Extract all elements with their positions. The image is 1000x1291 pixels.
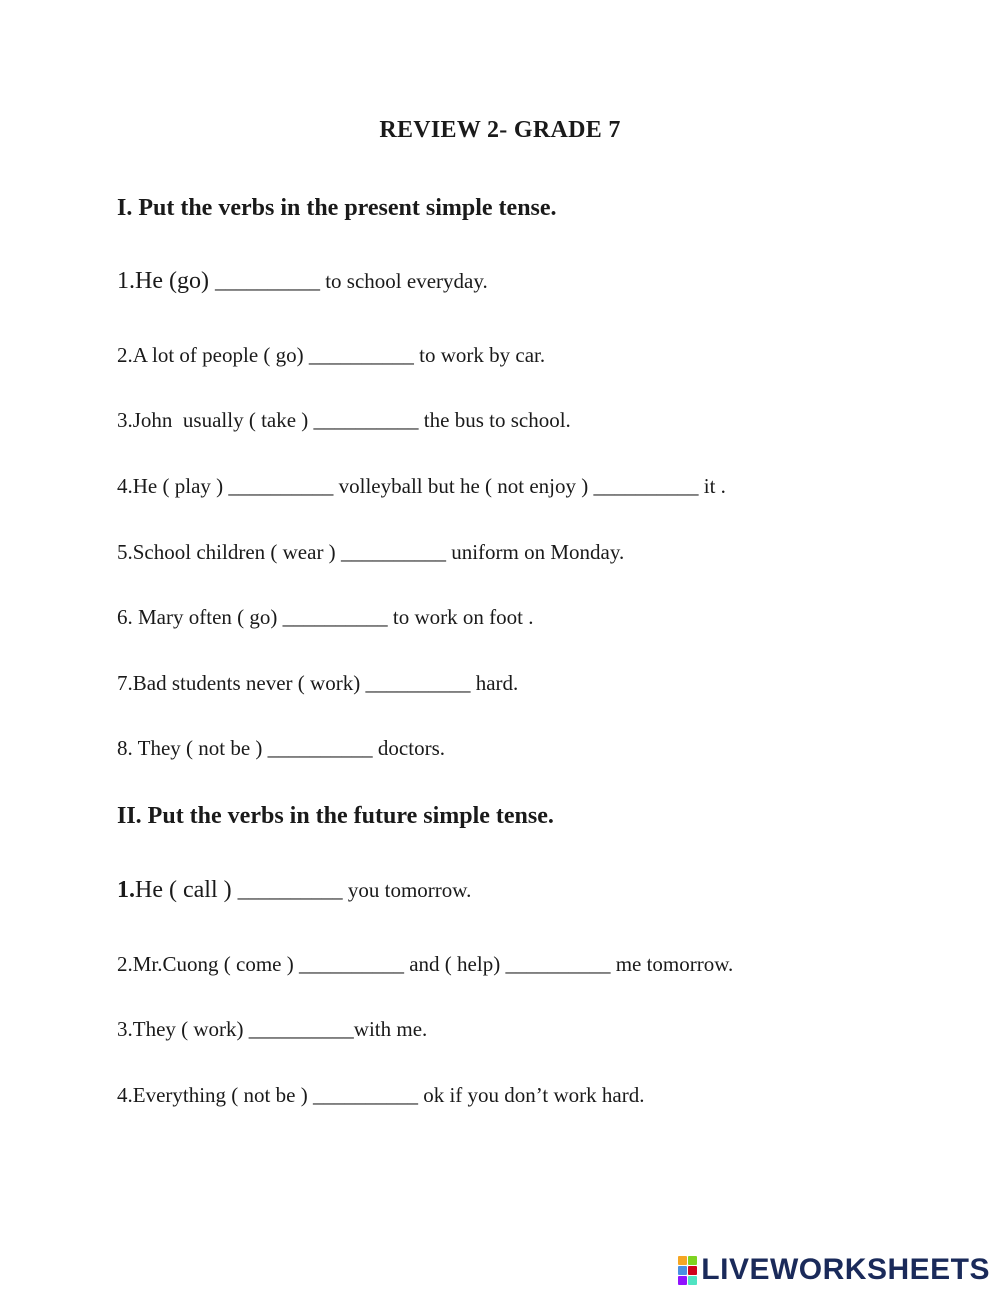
- section-1-heading: I. Put the verbs in the present simple tense.: [117, 195, 557, 221]
- logo-block: [678, 1276, 687, 1285]
- exercise-lead: 8. They ( not be ): [117, 736, 268, 760]
- exercise-text: __________ volleyball but he ( not enjoy ) __________ it .: [228, 474, 726, 498]
- logo-block: [688, 1256, 697, 1265]
- logo-text: LIVEWORKSHEETS: [701, 1253, 990, 1286]
- exercise-text: __________ and ( help) __________ me tomorrow.: [298, 952, 734, 976]
- exercise-text: __________ to school everyday.: [214, 269, 488, 293]
- exercise-2-3: [117, 1017, 427, 1042]
- exercise-lead: 3.They ( work): [117, 1017, 249, 1041]
- exercise-1-6: [117, 605, 533, 630]
- exercise-lead: He ( call ): [135, 877, 238, 903]
- exercise-1-5: [117, 540, 624, 565]
- logo-block: [688, 1266, 697, 1275]
- exercise-text: __________ doctors.: [267, 736, 445, 760]
- exercise-1-1: [117, 268, 488, 295]
- exercise-1-7: [117, 671, 518, 696]
- exercise-text: __________ to work on foot .: [282, 605, 534, 629]
- logo-blocks-icon: [678, 1256, 697, 1285]
- exercise-lead: 4.Everything ( not be ): [117, 1083, 313, 1107]
- exercise-2-4: [117, 1083, 644, 1108]
- exercise-number: 1.: [117, 877, 135, 903]
- exercise-lead: 6. Mary often ( go): [117, 605, 283, 629]
- exercise-lead: 1.He (go): [117, 268, 215, 294]
- section-2-heading: II. Put the verbs in the future simple tense.: [117, 803, 554, 829]
- logo-block: [688, 1276, 697, 1285]
- exercise-2-2: [117, 952, 733, 977]
- exercise-text: __________with me.: [248, 1017, 428, 1041]
- exercise-text: __________ you tomorrow.: [237, 878, 472, 902]
- exercise-text: __________ the bus to school.: [313, 408, 571, 432]
- page-title: REVIEW 2- GRADE 7: [379, 117, 621, 143]
- exercise-2-1: [117, 877, 471, 904]
- exercise-1-3: [117, 408, 571, 433]
- exercise-text: __________ uniform on Monday.: [340, 540, 625, 564]
- exercise-text: __________ to work by car.: [308, 343, 546, 367]
- exercise-lead: 5.School children ( wear ): [117, 540, 341, 564]
- logo-block: [678, 1266, 687, 1275]
- logo-block: [678, 1256, 687, 1265]
- exercise-text: __________ hard.: [365, 671, 519, 695]
- exercise-1-2: [117, 343, 545, 368]
- exercise-text: __________ ok if you don’t work hard.: [312, 1083, 645, 1107]
- exercise-lead: 2.A lot of people ( go): [117, 343, 309, 367]
- exercise-lead: 7.Bad students never ( work): [117, 671, 366, 695]
- exercise-lead: 2.Mr.Cuong ( come ): [117, 952, 299, 976]
- exercise-lead: 4.He ( play ): [117, 474, 229, 498]
- exercise-lead: 3.John usually ( take ): [117, 408, 314, 432]
- exercise-1-8: [117, 736, 445, 761]
- liveworksheets-logo[interactable]: [678, 1252, 990, 1288]
- exercise-1-4: [117, 474, 726, 499]
